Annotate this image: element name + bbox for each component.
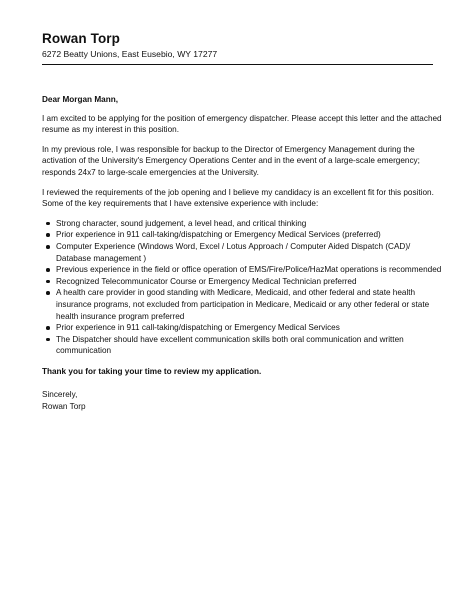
list-item: A health care provider in good standing with Medicare, Medicaid, and other federal and state health insurance programs, not excluded from participation in Medicare, Medicaid or any other federal or state health insurance program preferred bbox=[56, 287, 442, 322]
list-item: Previous experience in the field or office operation of EMS/Fire/Police/HazMat operations is recommended bbox=[56, 265, 442, 275]
signoff: Sincerely, bbox=[42, 390, 78, 400]
header-divider bbox=[42, 64, 433, 65]
applicant-address: 6272 Beatty Unions, East Eusebio, WY 17277 bbox=[42, 49, 218, 59]
list-item: The Dispatcher should have excellent communication skills both oral communication and written communication bbox=[56, 334, 442, 357]
signature-name: Rowan Torp bbox=[42, 402, 86, 412]
letter-body bbox=[42, 94, 442, 413]
list-item: Computer Experience (Windows Word, Excel / Lotus Approach / Computer Aided Dispatch (CAD)/ Database management ) bbox=[56, 241, 442, 264]
salutation: Dear Morgan Mann, bbox=[42, 95, 118, 104]
paragraph-previous-role: In my previous role, I was responsible for backup to the Director of Emergency Management during the activation of the University's Emergency Operations Center and in the event of a large-scale emergency; responds 24x7 to large-scale emergencies at the University. bbox=[42, 144, 420, 177]
applicant-name: Rowan Torp bbox=[42, 31, 120, 46]
list-item: Recognized Telecommunicator Course or Emergency Medical Technician preferred bbox=[56, 276, 442, 288]
list-item: Strong character, sound judgement, a level head, and critical thinking bbox=[56, 218, 442, 230]
list-item: Prior experience in 911 call-taking/dispatching or Emergency Medical Services bbox=[56, 322, 442, 334]
paragraph-intro: I am excited to be applying for the position of emergency dispatcher. Please accept this letter and the attached resume as my interest in this position. bbox=[42, 113, 442, 135]
closing-statement: Thank you for taking your time to review my application. bbox=[42, 366, 262, 376]
list-item: Prior experience in 911 call-taking/dispatching or Emergency Medical Services (preferred) bbox=[56, 229, 442, 241]
paragraph-requirements: I reviewed the requirements of the job opening and I believe my candidacy is an excellent fit for this position. Some of the key requirements that I have extensive experience with include: bbox=[42, 187, 434, 209]
requirements-list bbox=[42, 218, 442, 357]
